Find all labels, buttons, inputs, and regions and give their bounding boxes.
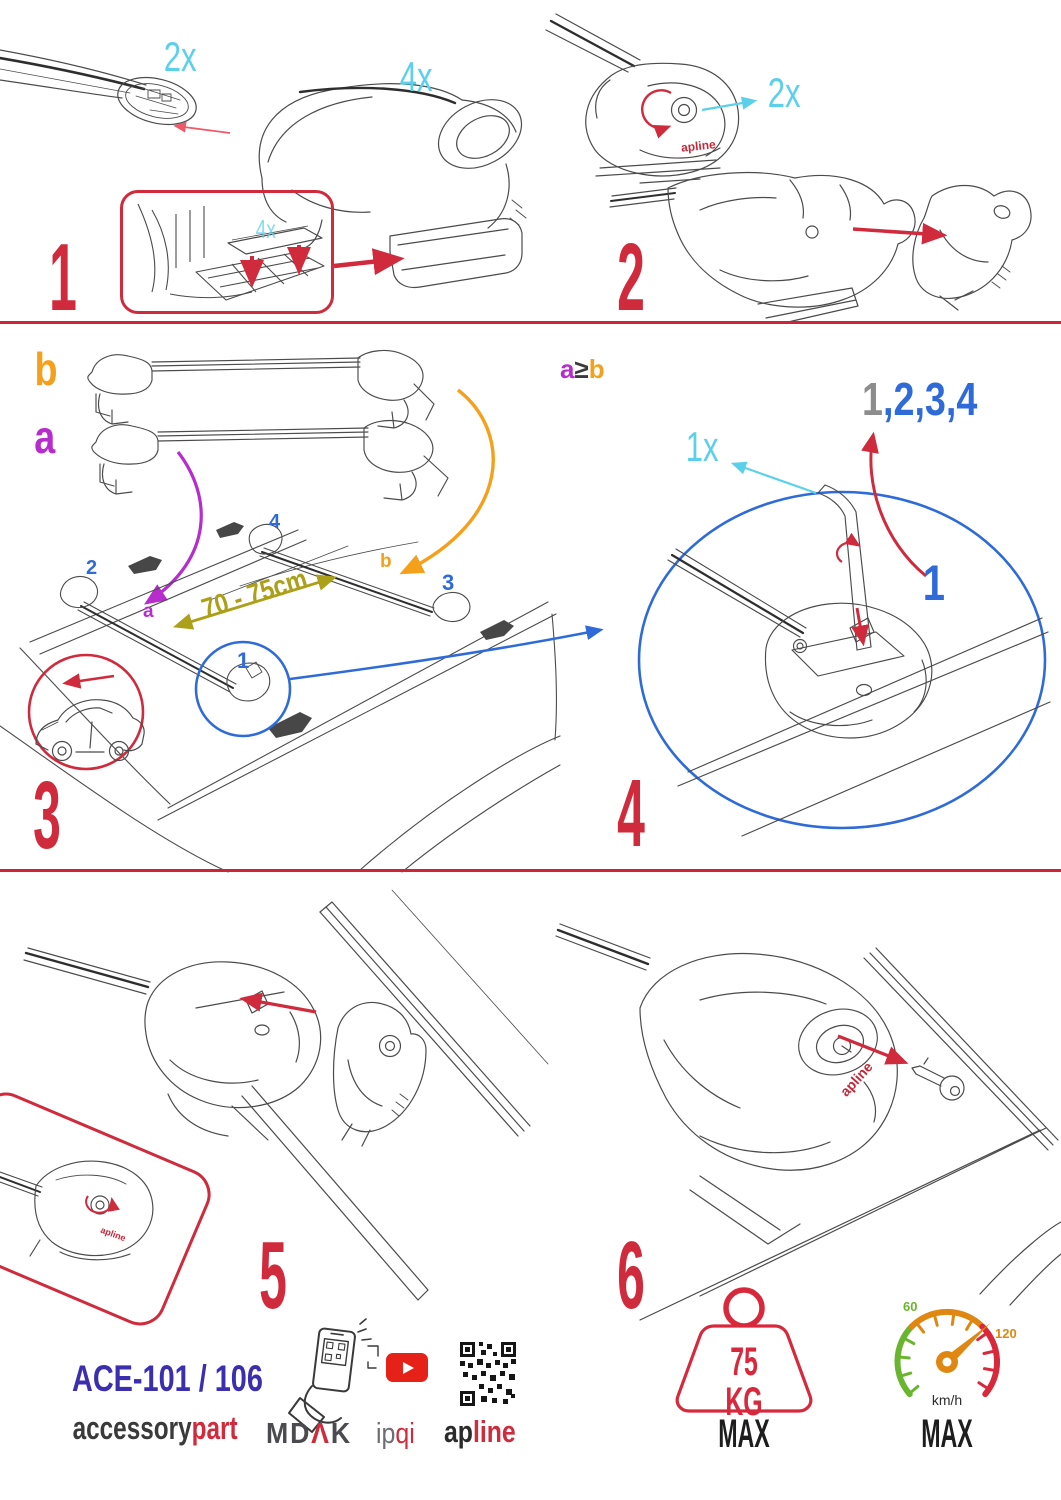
step-6-number: 6 — [617, 1222, 645, 1329]
step-2-number: 2 — [617, 224, 645, 331]
rule-op: ≥ — [574, 354, 589, 384]
pad-inset-frame — [120, 190, 334, 314]
step6-foot-brand-mark: apline — [836, 1058, 876, 1100]
sequence-label — [862, 373, 978, 425]
speed-unit-label: km/h — [931, 1392, 963, 1408]
roof-b-label: b — [380, 551, 392, 572]
ipqi-red: qi — [395, 1418, 415, 1450]
accessorypart-dark: accessory — [72, 1410, 192, 1446]
pad-quantity-label: 4x — [255, 214, 276, 244]
callout-1-label: 1 — [922, 555, 946, 611]
apline-dark: ap — [444, 1414, 473, 1449]
step-4-number: 4 — [617, 760, 645, 867]
accessorypart-red: part — [191, 1410, 238, 1446]
bar-quantity-label: 2x — [163, 33, 197, 80]
rule-a: a — [560, 354, 575, 384]
mdak-caret: Λ — [311, 1418, 331, 1450]
ipqi-gray: ip — [376, 1418, 396, 1450]
max-speed-label: MAX — [921, 1412, 973, 1456]
apline-logo — [444, 1416, 516, 1447]
foot-brand-mark: apline — [680, 137, 717, 155]
bar-a-label: a — [34, 411, 56, 463]
speed-low-label: 60 — [903, 1299, 918, 1314]
step-5-number: 5 — [259, 1222, 287, 1329]
youtube-icon — [386, 1353, 428, 1382]
foot-quantity-label: 4x — [399, 53, 433, 100]
model-number: ACE-101 / 106 — [72, 1358, 263, 1399]
bar-a-position-arrow — [148, 452, 201, 602]
bar-b-label: b — [34, 343, 58, 395]
mdak-pre: MD — [266, 1418, 312, 1450]
speedometer-icon — [897, 1312, 997, 1394]
qr-code-icon — [460, 1342, 516, 1406]
speed-high-label: 120 — [995, 1326, 1017, 1341]
detail-ellipse — [639, 492, 1045, 828]
insert-bar-arrow — [176, 126, 230, 133]
key-quantity-label: 1x — [685, 423, 719, 470]
key-qty-arrow — [734, 464, 816, 493]
position-2-label: 2 — [86, 557, 98, 579]
car-direction-inset — [29, 655, 144, 769]
remove-cover-arrow — [853, 229, 942, 235]
distance-label: 70 - 75cm — [197, 562, 311, 625]
apline-red: line — [472, 1414, 516, 1449]
sequence-rest: ,2,3,4 — [882, 373, 978, 425]
max-weight-label: MAX — [718, 1412, 770, 1456]
tighten-detail-illustration — [668, 485, 1050, 836]
mdak-post: K — [330, 1418, 352, 1450]
roof-a-label: a — [143, 601, 154, 622]
step-1-number: 1 — [49, 224, 77, 331]
slide-cover-arrow — [244, 999, 316, 1012]
position-4-label: 4 — [269, 511, 281, 533]
inset-to-foot-arrow — [334, 259, 398, 266]
bar-b-illustration — [88, 351, 434, 428]
rule-b: b — [588, 354, 605, 384]
key-press-arrow — [857, 608, 863, 642]
rule-label — [560, 356, 605, 382]
max-weight-value: 75 KG — [725, 1340, 763, 1424]
step-3-number: 3 — [33, 762, 61, 869]
assembled-foot-top — [546, 14, 739, 183]
position-3-label: 3 — [442, 570, 455, 595]
accessorypart-logo — [72, 1410, 238, 1446]
knob-qty-arrow — [702, 101, 754, 110]
ipqi-logo — [376, 1420, 415, 1449]
lock-quantity-label: 2x — [767, 69, 801, 116]
mdak-logo — [266, 1420, 352, 1449]
section-divider-2 — [0, 869, 1061, 872]
sequence-first: 1 — [862, 373, 883, 425]
rotate-knob-arrow — [642, 90, 671, 128]
youtube-play-triangle — [403, 1362, 414, 1374]
bar-b-position-arrow — [404, 390, 493, 572]
inset-foot-brand-mark: apline — [99, 1224, 128, 1244]
scan-phone-icon — [289, 1319, 378, 1432]
repeat-sequence-arrow — [871, 436, 926, 576]
position-1-label: 1 — [237, 648, 250, 673]
foot-cover-separation — [610, 173, 1031, 322]
bar-a-illustration — [92, 421, 448, 500]
section-divider-1 — [0, 321, 1061, 324]
